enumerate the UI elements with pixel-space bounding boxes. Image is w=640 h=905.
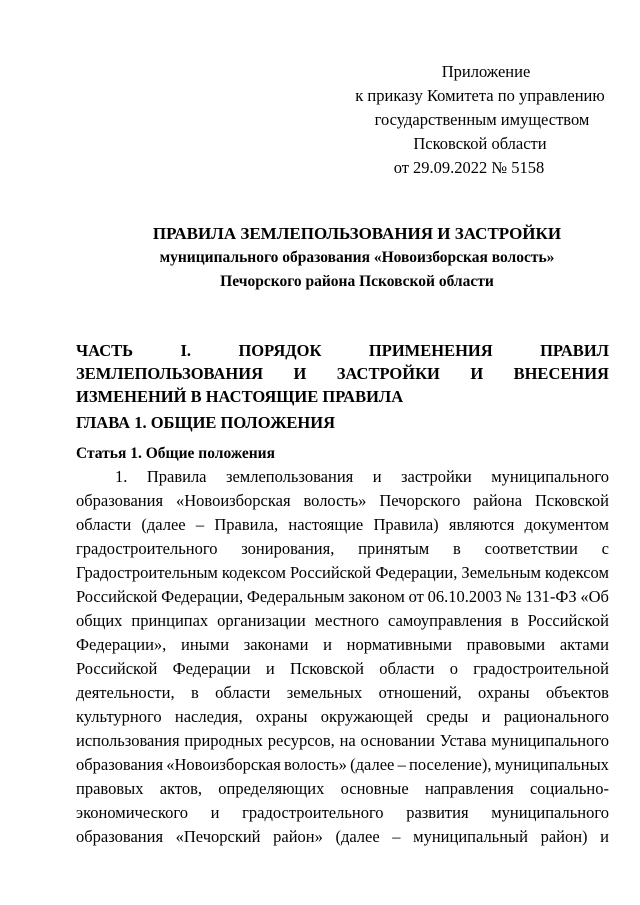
body-word: законами: [243, 635, 309, 654]
article-heading: Статья 1. Общие положения: [76, 445, 275, 462]
body-word: –: [397, 755, 406, 774]
body-word: о: [449, 659, 458, 678]
title-district: Печорского района Псковской области: [220, 273, 494, 290]
chapter-heading: ГЛАВА 1. ОБЩИЕ ПОЛОЖЕНИЯ: [76, 413, 336, 432]
body-word: среды: [426, 707, 469, 726]
document-title: [76, 222, 638, 294]
body-word: волость»: [284, 755, 347, 774]
body-word: «Печорский: [175, 827, 261, 846]
body-word: Правила): [373, 515, 439, 534]
body-word: и: [600, 827, 609, 846]
appendix-date-number: от 29.09.2022 № 5158: [393, 158, 545, 177]
body-word: зонирования,: [241, 539, 335, 558]
body-word: охраны: [478, 683, 530, 702]
body-word: муниципального: [491, 803, 609, 822]
body-line: [76, 777, 609, 801]
body-word: «Новоизборская: [175, 491, 291, 510]
part-heading-word: ЧАСТЬ: [76, 341, 134, 360]
body-word: муниципального: [491, 731, 609, 750]
part-heading-word: И: [293, 364, 307, 383]
body-word: градостроительного: [76, 539, 218, 558]
body-word: муниципальных: [494, 755, 609, 774]
appendix-region: Псковской области: [413, 134, 547, 153]
body-word: природных: [184, 731, 263, 750]
body-word: Земельным: [461, 563, 541, 582]
article-body: [76, 465, 609, 849]
body-word: района: [473, 491, 523, 510]
body-word: на: [339, 731, 356, 750]
body-word: «Об: [580, 587, 609, 606]
body-word: культурного: [76, 707, 162, 726]
body-word: окружающей: [320, 707, 413, 726]
body-word: рационального: [503, 707, 609, 726]
body-word: законом: [348, 587, 405, 606]
body-word: (далее: [141, 515, 186, 534]
body-word: Федеральным: [246, 587, 345, 606]
body-word: волость»: [303, 491, 367, 510]
body-word: социально-: [529, 779, 609, 798]
body-line: [76, 537, 609, 561]
body-word: актов,: [159, 779, 202, 798]
body-word: нормативными: [346, 635, 452, 654]
body-word: основании: [360, 731, 435, 750]
body-word: и: [210, 803, 220, 822]
body-line: [76, 729, 609, 753]
body-word: образования: [76, 491, 164, 510]
body-word: использования: [76, 731, 180, 750]
body-line: [76, 561, 609, 585]
body-word: Печорского: [379, 491, 461, 510]
body-word: экономического: [76, 803, 188, 822]
body-word: градостроительной: [473, 659, 609, 678]
body-word: образования: [76, 755, 164, 774]
body-word: и: [323, 635, 332, 654]
body-word: муниципального: [491, 467, 609, 486]
part-heading: [76, 339, 609, 408]
appendix-label: Приложение: [441, 62, 531, 81]
part-heading-word: И: [470, 364, 484, 383]
body-word: являются: [448, 515, 515, 534]
body-word: иными: [181, 635, 230, 654]
body-word: организации: [217, 611, 306, 630]
body-word: в: [453, 539, 461, 558]
body-word: основные: [340, 779, 409, 798]
body-line: [76, 753, 609, 777]
part-heading-word: ЗЕМЛЕПОЛЬЗОВАНИЯ: [76, 364, 264, 383]
part-heading-line: [76, 362, 609, 385]
body-word: (далее: [335, 827, 380, 846]
part-heading-line: [76, 339, 609, 362]
body-word: Федерации,: [375, 563, 458, 582]
body-word: землепользования: [225, 467, 354, 486]
appendix-order-ref-cont: государственным имуществом: [374, 110, 590, 129]
body-word: ресурсов,: [267, 731, 335, 750]
body-word: определяющих: [218, 779, 325, 798]
body-line: [76, 609, 609, 633]
title-municipality: муниципального образования «Новоизборская волость»: [159, 249, 555, 266]
body-word: общих: [76, 611, 123, 630]
body-word: №: [505, 587, 522, 606]
body-line: [76, 585, 609, 609]
body-word: Российской: [289, 563, 372, 582]
body-word: Правила,: [214, 515, 279, 534]
part-heading-word: ЗАСТРОЙКИ: [336, 364, 440, 383]
body-word: принятым: [358, 539, 430, 558]
part-heading-word: ПРИМЕНЕНИЯ: [368, 341, 493, 360]
body-word: охраны: [255, 707, 308, 726]
body-line: [76, 801, 609, 825]
body-word: (далее: [350, 755, 395, 774]
body-word: Федерации,: [161, 587, 244, 606]
body-word: настоящие: [288, 515, 364, 534]
part-heading-word: ПОРЯДОК: [238, 341, 322, 360]
body-word: правовых: [76, 779, 144, 798]
body-word: кодексом: [544, 563, 609, 582]
body-word: Устава: [439, 731, 487, 750]
body-word: район»: [273, 827, 323, 846]
body-word: 1.: [115, 467, 128, 486]
body-word: и: [481, 707, 491, 726]
body-word: объектов: [545, 683, 609, 702]
body-word: в: [190, 683, 199, 702]
body-word: развития: [406, 803, 469, 822]
body-word: соответствии: [484, 539, 578, 558]
title-main: ПРАВИЛА ЗЕМЛЕПОЛЬЗОВАНИЯ И ЗАСТРОЙКИ: [152, 224, 562, 243]
body-word: принципах: [131, 611, 209, 630]
body-word: отношений,: [378, 683, 462, 702]
body-word: 06.10.2003: [427, 587, 502, 606]
appendix-block: [300, 60, 640, 180]
body-word: правовыми: [466, 635, 546, 654]
part-heading-word: ПРАВИЛ: [540, 341, 609, 360]
body-line: [76, 633, 609, 657]
body-word: муниципальный: [413, 827, 528, 846]
body-word: кодексом: [221, 563, 286, 582]
body-word: области: [76, 515, 132, 534]
appendix-order-ref: к приказу Комитета по управлению: [355, 86, 605, 105]
body-word: самоуправления: [388, 611, 502, 630]
part-heading-word: ВНЕСЕНИЯ: [513, 364, 609, 383]
body-word: Федерации: [172, 659, 251, 678]
body-word: –: [195, 515, 205, 534]
body-word: в: [510, 611, 519, 630]
body-word: и: [265, 659, 275, 678]
body-word: наследия,: [174, 707, 243, 726]
body-word: области: [379, 659, 435, 678]
body-word: Правила: [146, 467, 207, 486]
body-word: застройки: [400, 467, 472, 486]
body-line: [76, 489, 609, 513]
body-word: Федерации»,: [76, 635, 167, 654]
body-word: с: [601, 539, 609, 558]
body-word: от: [408, 587, 424, 606]
body-line: [76, 705, 609, 729]
body-word: Псковской: [290, 659, 364, 678]
part-heading-word: I.: [180, 341, 192, 360]
body-word: Псковской: [534, 491, 609, 510]
body-word: Градостроительным: [76, 563, 218, 582]
body-line: [76, 657, 609, 681]
body-word: Российской: [76, 587, 158, 606]
body-word: местного: [314, 611, 380, 630]
body-line: [76, 513, 609, 537]
body-word: области: [215, 683, 271, 702]
body-word: «Новоизборская: [166, 755, 281, 774]
body-word: и: [372, 467, 382, 486]
body-word: образования: [76, 827, 164, 846]
body-word: земельных: [286, 683, 363, 702]
body-word: деятельности,: [76, 683, 175, 702]
body-word: градостроительного: [242, 803, 384, 822]
body-word: 131-ФЗ: [525, 587, 577, 606]
body-word: актами: [559, 635, 609, 654]
body-word: район): [540, 827, 588, 846]
part-heading-line: ИЗМЕНЕНИЙ В НАСТОЯЩИЕ ПРАВИЛА: [76, 387, 404, 406]
body-line: [76, 825, 609, 849]
body-word: документом: [524, 515, 609, 534]
body-word: –: [392, 827, 401, 846]
body-word: Российской: [527, 611, 609, 630]
body-line: [76, 681, 609, 705]
body-word: Российской: [76, 659, 158, 678]
body-word: поселение),: [409, 755, 492, 774]
body-line: [76, 465, 609, 489]
body-word: направления: [424, 779, 514, 798]
